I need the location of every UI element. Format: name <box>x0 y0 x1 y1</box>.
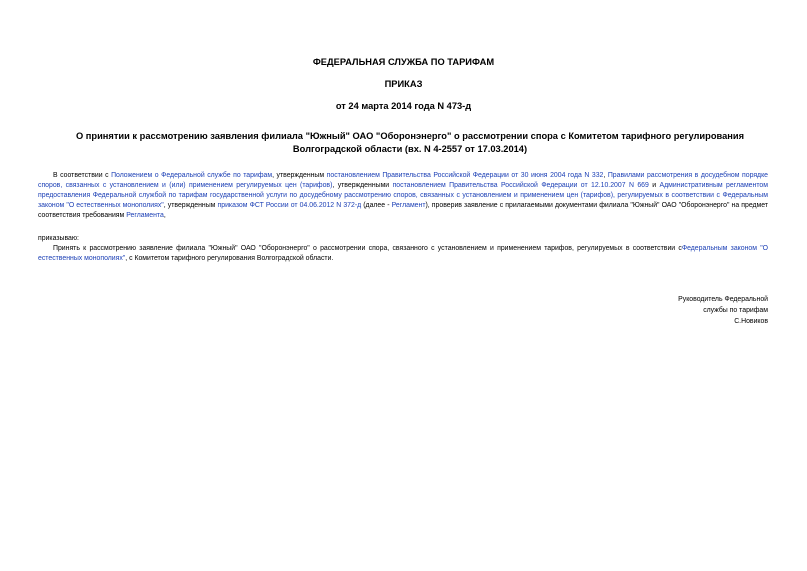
link-dispute-rules[interactable]: Правилами рассмотрения в досудебном порядке споров, связанных с установлением и (или) применением регулируемых цен (тарифов) <box>38 172 769 190</box>
document-date: от 24 марта 2014 года N 473-д <box>335 101 472 111</box>
order-label: приказываю: <box>38 235 79 242</box>
text-fragment: , <box>163 212 166 220</box>
document-subject: О принятии к рассмотрению заявления филиала "Южный" ОАО "Оборонэнерго" о рассмотрении спора с Комитетом тарифного регулирования Волгоградской области (вх. N 4-2557 от 17.03.2014) <box>75 131 745 154</box>
link-government-decree-332[interactable]: постановлением Правительства Российской Федерации от 30 июня 2004 года N 332 <box>326 172 604 179</box>
text-fragment: ), проверив заявление с прилагаемыми документами филиала "Южный" ОАО "Оборонэнерго" на предмет соответствия требованиям <box>38 202 769 220</box>
text-fragment: , с Комитетом тарифного регулирования Волгоградской области. <box>125 255 334 263</box>
text-fragment: Принять к рассмотрению заявление филиала "Южный" ОАО "Оборонэнерго" о рассмотрении спора, связанного с установлением и применением тарифов, регулируемых в соответствии с <box>53 245 682 252</box>
signature-block <box>678 294 768 328</box>
signatory-name: С.Новиков <box>734 318 768 326</box>
preamble-paragraph <box>38 171 768 221</box>
link-regulation-short[interactable]: Регламент <box>391 202 426 210</box>
link-administrative-regulation[interactable]: Административным регламентом предоставления Федеральной службой по тарифам государственной услуги по досудебному рассмотрению споров, связанных с установлением и применением цен (тарифов), регулируемых в соответствии с Федеральным законом "О естественных монополиях" <box>38 182 768 210</box>
text-fragment: и <box>648 182 660 190</box>
signatory-position-cont: службы по тарифам <box>703 307 768 315</box>
signatory-position: Руководитель Федеральной <box>678 296 768 303</box>
text-fragment: , утвержденным <box>272 172 327 179</box>
text-fragment: , <box>603 172 608 179</box>
text-fragment: В соответствии с <box>53 172 112 179</box>
text-fragment: (далее - <box>361 202 392 210</box>
text-fragment: , утвержденными <box>332 182 393 190</box>
order-paragraph <box>38 244 768 264</box>
link-regulation-requirements[interactable]: Регламента <box>126 212 164 220</box>
text-fragment: , утвержденным <box>163 202 218 210</box>
agency-name: ФЕДЕРАЛЬНАЯ СЛУЖБА ПО ТАРИФАМ <box>312 57 495 67</box>
link-fst-regulation[interactable]: Положением о Федеральной службе по тарифам <box>111 172 273 179</box>
link-fst-order-372[interactable]: приказом ФСТ России от 04.06.2012 N 372-д <box>217 202 362 210</box>
link-natural-monopolies-law[interactable]: Федеральным законом "О естественных монополиях" <box>38 245 769 263</box>
link-government-decree-669[interactable]: постановлением Правительства Российской Федерации от 12.10.2007 N 669 <box>392 182 649 190</box>
document-type: ПРИКАЗ <box>384 79 423 89</box>
